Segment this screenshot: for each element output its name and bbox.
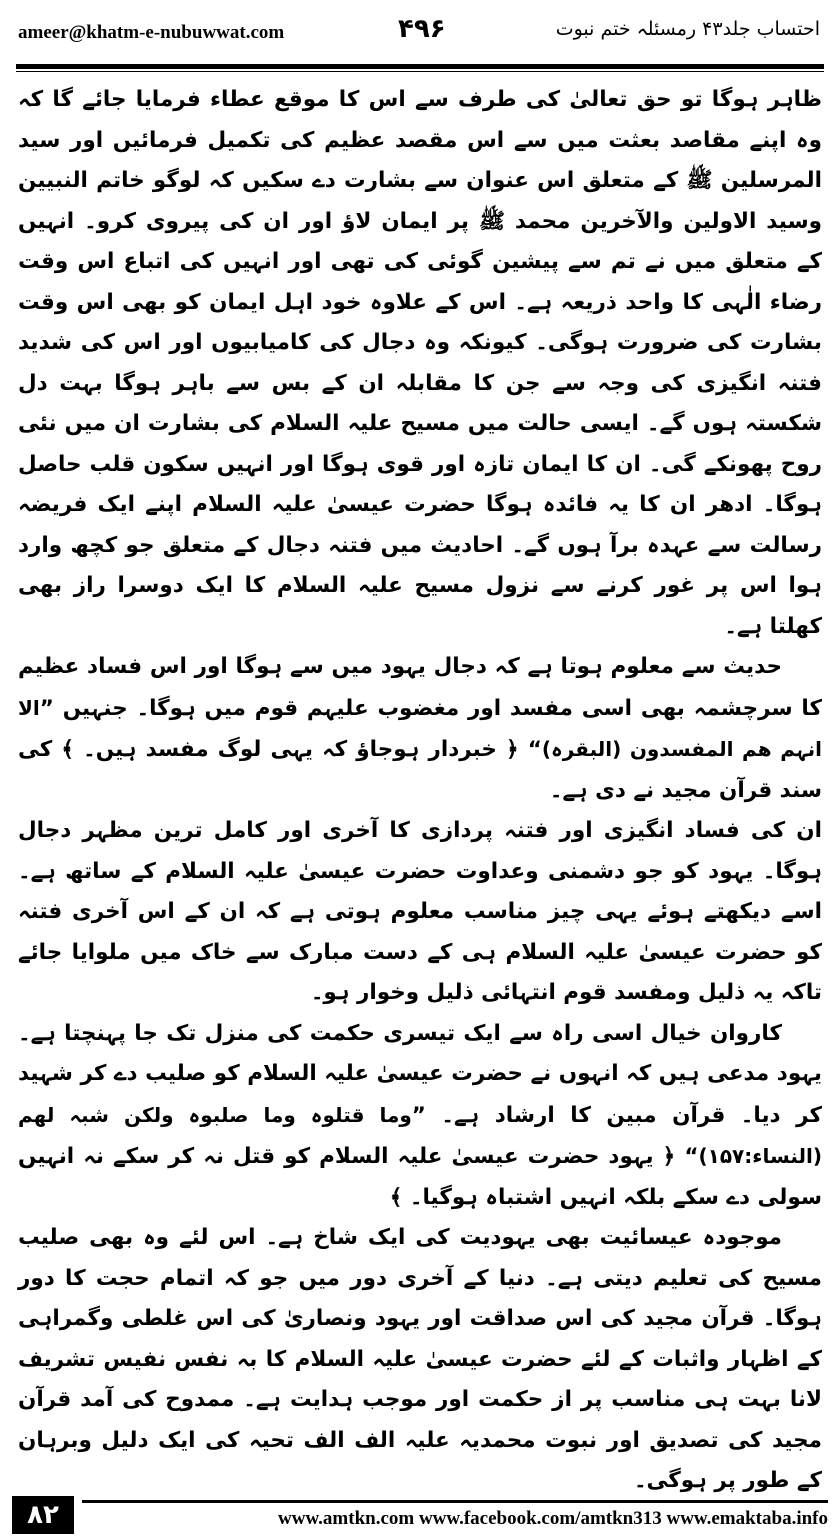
paragraph-2-text-a: حدیث سے معلوم ہوتا ہے کہ دجال یہود میں سے ہوگا اور اس فساد عظیم کا سرچشمہ بھی اسی مفسد اور مغضوب علیہم قوم میں ہوگا۔ جنہیں ” [18, 654, 822, 721]
header-rule-thin [16, 71, 824, 72]
page-footer [12, 1496, 828, 1534]
paragraph-4-text-b: “ ﴿ یہود حضرت عیسیٰ علیہ السلام کو قتل نہ کر سکے نہ انہیں سولی دے سکے بلکہ انہیں اشتباہ ہوگیا۔ ﴾ [18, 1144, 822, 1210]
paragraph-2 [18, 647, 822, 811]
header-page-number: ۴۹۶ [398, 14, 446, 44]
body-text [18, 80, 822, 1493]
paragraph-2-text-b: “ ﴿ خبردار ہوجاؤ کہ یہی لوگ مفسد ہیں۔ ﴾ کی سند قرآن مجید نے دی ہے۔ [18, 737, 822, 803]
paragraph-4 [18, 1014, 822, 1219]
footer-page-badge: ۸۲ [12, 1496, 74, 1534]
paragraph-4-text-a: کاروان خیال اسی راہ سے ایک تیسری حکمت کی منزل تک جا پہنچتا ہے۔ یہود مدعی ہیں کہ انہوں نے حضرت عیسیٰ علیہ السلام کو صلیب دے کر شہید کر دیا۔ قرآن مبین کا ارشاد ہے۔ ” [18, 1020, 822, 1128]
paragraph-3: ان کی فساد انگیزی اور فتنہ پردازی کا آخری اور کامل ترین مظہر دجال ہوگا۔ یہود کو جو دشمنی وعداوت حضرت عیسیٰ علیہ السلام کے ساتھ ہے۔ اسے دیکھتے ہوئے یہی چیز مناسب معلوم ہوتی ہے کہ ان کے اس آخری فتنہ کو حضرت عیسیٰ علیہ السلام ہی کے دست مبارک سے خاک میں ملوایا جائے تاکہ یہ ذلیل ومفسد قوم انتہائی ذلیل وخوار ہو۔ [18, 818, 822, 1005]
header-email[interactable]: ameer@khatm-e-nubuwwat.com [18, 22, 285, 43]
page-header [16, 12, 824, 56]
quran-quote-baqarah: الا انہم ھم المفسدون (البقرہ) [18, 695, 822, 761]
footer-links[interactable]: www.amtkn.com www.facebook.com/amtkn313 www.emaktaba.info [278, 1508, 828, 1529]
header-rule [16, 64, 824, 69]
paragraph-1: ظاہر ہوگا تو حق تعالیٰ کی طرف سے اس کا موقع عطاء فرمایا جائے گا کہ وہ اپنے مقاصد بعثت میں سے اس مقصد عظیم کی تکمیل فرمائیں اور سید المرسلین ﷺ کے متعلق اس عنوان سے بشارت دے سکیں کہ لوگو خاتم النبیین وسید الاولین والآخرین محمد ﷺ پر ایمان لاؤ اور ان کی پیروی کرو۔ انہیں کے متعلق میں نے تم سے پیشین گوئی کی تھی اور انہیں کی اتباع اس وقت رضاء الٰہی کا واحد ذریعہ ہے۔ اس کے علاوہ خود اہل ایمان کو بھی اس وقت بشارت کی ضرورت ہوگی۔ کیونکہ وہ دجال کی کامیابیوں اور اس کی شدید فتنہ انگیزی کی وجہ سے جن کا مقابلہ ان کے بس سے باہر ہوگا بہت دل شکستہ ہوں گے۔ ایسی حالت میں مسیح علیہ السلام کی بشارت ان میں نئی روح پھونکے گی۔ ان کا ایمان تازہ اور قوی ہوگا اور انہیں سکون قلب حاصل ہوگا۔ ادھر ان کا یہ فائدہ ہوگا حضرت عیسیٰ علیہ السلام اپنے ایک فریضہ رسالت سے عہدہ برآ ہوں گے۔ احادیث میں فتنہ دجال کے متعلق جو کچھ وارد ہوا اس پر غور کرنے سے نزول مسیح علیہ السلام کا ایک دوسرا راز بھی کھلتا ہے۔ [18, 87, 822, 639]
header-title: احتساب جلد۴۳ رمسئلہ ختم نبوت [555, 18, 820, 40]
footer-rule [82, 1500, 828, 1503]
paragraph-5: موجودہ عیسائیت بھی یہودیت کی ایک شاخ ہے۔ اس لئے وہ بھی صلیب مسیح کی تعلیم دیتی ہے۔ دنیا کے آخری دور میں جو کہ اتمام حجت کا دور ہوگا۔ قرآن مجید کی اس صداقت اور یہود ونصاریٰ کی اس غلطی وگمراہی کے اظہار واثبات کے لئے حضرت عیسیٰ علیہ السلام کا بہ نفس نفیس تشریف لانا بہت ہی مناسب پر از حکمت اور موجب ہدایت ہے۔ ممدوح کی آمد قرآن مجید کی تصدیق اور نبوت محمدیہ علیہ الف الف تحیہ کی ایک دلیل وبرہان کے طور پر ہوگی۔ [18, 1225, 822, 1493]
quran-quote-nisa: وما قتلوہ وما صلبوہ ولکن شبہ لھم (النساء:۱۵۷) [18, 1102, 822, 1168]
